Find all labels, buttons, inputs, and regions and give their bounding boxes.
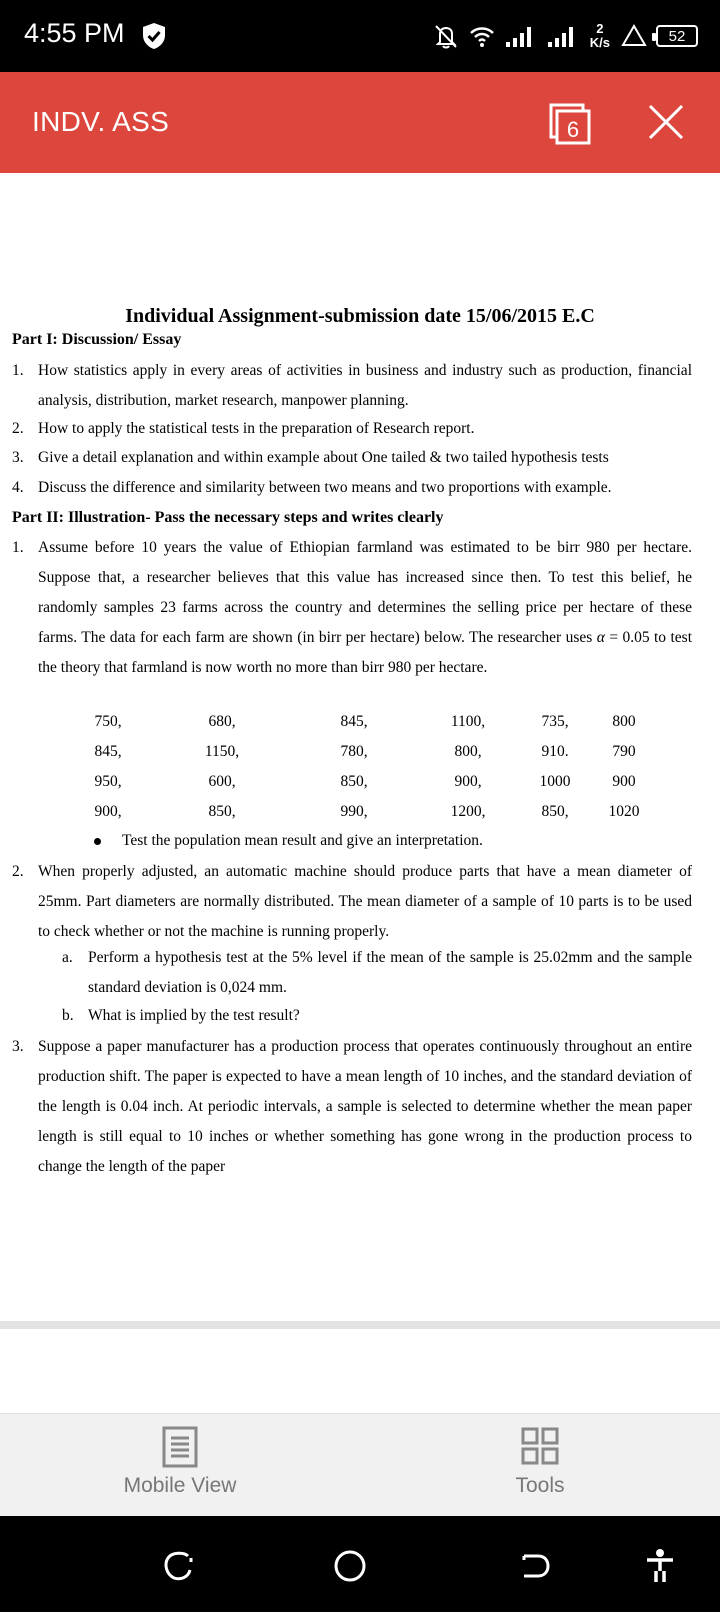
q2-sub-b: [62, 1001, 692, 1031]
tools-label: Tools: [515, 1474, 565, 1497]
recent-apps-icon: [158, 1546, 198, 1586]
table-cell: 850,: [541, 803, 569, 820]
table-cell: 1020: [608, 803, 640, 820]
status-bar: [0, 0, 720, 72]
sub-number: b.: [62, 1007, 74, 1024]
close-icon: [646, 102, 686, 142]
farm-price-table: [12, 713, 712, 833]
table-cell: 680,: [208, 713, 236, 730]
q1-text-b: = 0.05 to test the theory that farmland is now worth no more than birr 980 per hectare.: [38, 629, 692, 676]
item-text: Suppose a paper manufacturer has a production process that operates continuously throughout an entire production shift. The paper is expected to have a mean length of 10 inches, and the standard deviation of the length is 0.04 inch. At periodic intervals, a sample is selected to determine whether the mean paper length is still equal to 10 inches or whether something has gone wrong in the production process to change the length of the paper: [38, 1038, 692, 1175]
mobile-view-icon: [160, 1426, 200, 1468]
recent-apps-button[interactable]: [158, 1546, 198, 1586]
home-button[interactable]: [330, 1546, 370, 1586]
bell-off-icon: [432, 22, 460, 50]
battery-indicator: 52: [656, 25, 698, 47]
tools-button[interactable]: [440, 1426, 640, 1498]
shield-check-icon: [141, 22, 167, 50]
table-cell: 950,: [94, 773, 122, 790]
table-cell: 800: [612, 713, 636, 730]
table-row: [12, 713, 712, 743]
page-count: 6: [566, 117, 580, 142]
bullet-text: Test the population mean result and give an interpretation.: [122, 832, 483, 849]
table-cell: 845,: [94, 743, 122, 760]
table-cell: 600,: [208, 773, 236, 790]
document-page[interactable]: [0, 173, 720, 1323]
table-cell: 1100,: [450, 713, 486, 730]
back-icon: [516, 1546, 556, 1586]
table-cell: 990,: [340, 803, 368, 820]
network-speed-value: 2: [596, 21, 604, 36]
part2-heading: Part II: Illustration- Pass the necessary steps and writes clearly: [12, 509, 444, 526]
table-cell: 900,: [94, 803, 122, 820]
table-cell: 780,: [340, 743, 368, 760]
table-row: [12, 743, 712, 773]
part1-item-3: [12, 443, 692, 473]
q1-text-a: Assume before 10 years the value of Ethiopian farmland was estimated to be birr 980 per hectare. Suppose that, a researcher believes that this value has increased since then. To test this belief, he randomly samples 23 farms across the country and determines the selling price per hectare of these farms. The data for each farm are shown (in birr per hectare) below. The researcher uses: [38, 539, 692, 646]
item-number: 3.: [12, 449, 24, 466]
item-text: [38, 533, 692, 683]
wifi-icon: [468, 22, 496, 50]
table-row: [12, 773, 712, 803]
table-cell: 845,: [340, 713, 368, 730]
table-cell: 800,: [454, 743, 482, 760]
signal-1-icon: [504, 22, 538, 50]
table-cell: 900,: [454, 773, 482, 790]
item-number: 2.: [12, 863, 24, 880]
signal-2-icon: [546, 22, 580, 50]
item-number: 1.: [12, 539, 24, 556]
page-count-button[interactable]: [548, 102, 592, 146]
part2-question-2: [12, 857, 692, 947]
bottom-toolbar: [0, 1413, 720, 1516]
app-bar: [0, 72, 720, 173]
network-speed: [590, 22, 610, 50]
table-cell: 1150,: [204, 743, 240, 760]
table-cell: 850,: [340, 773, 368, 790]
part1-heading: Part I: Discussion/ Essay: [12, 331, 182, 348]
table-cell: 1200,: [450, 803, 486, 820]
network-speed-unit: K/s: [589, 35, 610, 50]
back-button[interactable]: [516, 1546, 556, 1586]
q1-bullet: [96, 826, 483, 856]
table-cell: 735,: [541, 713, 569, 730]
sub-number: a.: [62, 949, 73, 966]
table-cell: 850,: [208, 803, 236, 820]
document-name: INDV. ASS: [32, 106, 170, 137]
table-cell: 750,: [94, 713, 122, 730]
item-text: Give a detail explanation and within example about One tailed & two tailed hypothesis tests: [38, 449, 609, 466]
item-number: 3.: [12, 1038, 24, 1055]
status-icons: [432, 18, 698, 54]
next-page-area: [0, 1329, 720, 1412]
table-cell: 900: [612, 773, 636, 790]
system-navigation-bar: [0, 1516, 720, 1612]
table-cell: 790: [612, 743, 636, 760]
part1-item-2: [12, 414, 692, 444]
mobile-view-label: Mobile View: [123, 1474, 237, 1497]
item-text: When properly adjusted, an automatic machine should produce parts that have a mean diameter of 25mm. Part diameters are normally distributed. The mean diameter of a sample of 10 parts is to be used to check whether or not the machine is running properly.: [38, 863, 692, 940]
pages-icon: [548, 102, 592, 146]
sub-text: What is implied by the test result?: [88, 1007, 300, 1024]
warning-icon: [620, 22, 648, 50]
part1-item-4: [12, 473, 692, 503]
item-number: 1.: [12, 362, 24, 379]
page-separator: [0, 1321, 720, 1329]
bullet-dot: [94, 838, 101, 845]
accessibility-button[interactable]: [640, 1546, 680, 1586]
sub-text: Perform a hypothesis test at the 5% level if the mean of the sample is 25.02mm and the sample standard deviation is 0,024 mm.: [88, 949, 692, 996]
status-time: 4:55 PM: [24, 18, 125, 48]
item-text: How statistics apply in every areas of activities in business and industry such as production, financial analysis, distribution, market research, manpower planning.: [38, 362, 692, 409]
item-text: Discuss the difference and similarity between two means and two proportions with example.: [38, 479, 612, 496]
close-button[interactable]: [646, 102, 686, 142]
document-title-text: Individual Assignment-submission date 15/06/2015 E.C: [125, 305, 595, 327]
table-cell: 1000: [539, 773, 571, 790]
item-number: 4.: [12, 479, 24, 496]
part1-item-1: [12, 356, 692, 416]
part2-question-1: [12, 533, 692, 683]
item-text: How to apply the statistical tests in the preparation of Research report.: [38, 420, 475, 437]
accessibility-icon: [640, 1546, 680, 1586]
q2-sub-a: [62, 943, 692, 1003]
item-number: 2.: [12, 420, 24, 437]
document-title: [0, 305, 720, 328]
mobile-view-button[interactable]: [80, 1426, 280, 1498]
alpha-symbol: α: [596, 629, 605, 646]
home-circle-icon: [330, 1546, 370, 1586]
table-cell: 910.: [541, 743, 569, 760]
tools-grid-icon: [520, 1426, 560, 1468]
part2-question-3: [12, 1032, 692, 1182]
